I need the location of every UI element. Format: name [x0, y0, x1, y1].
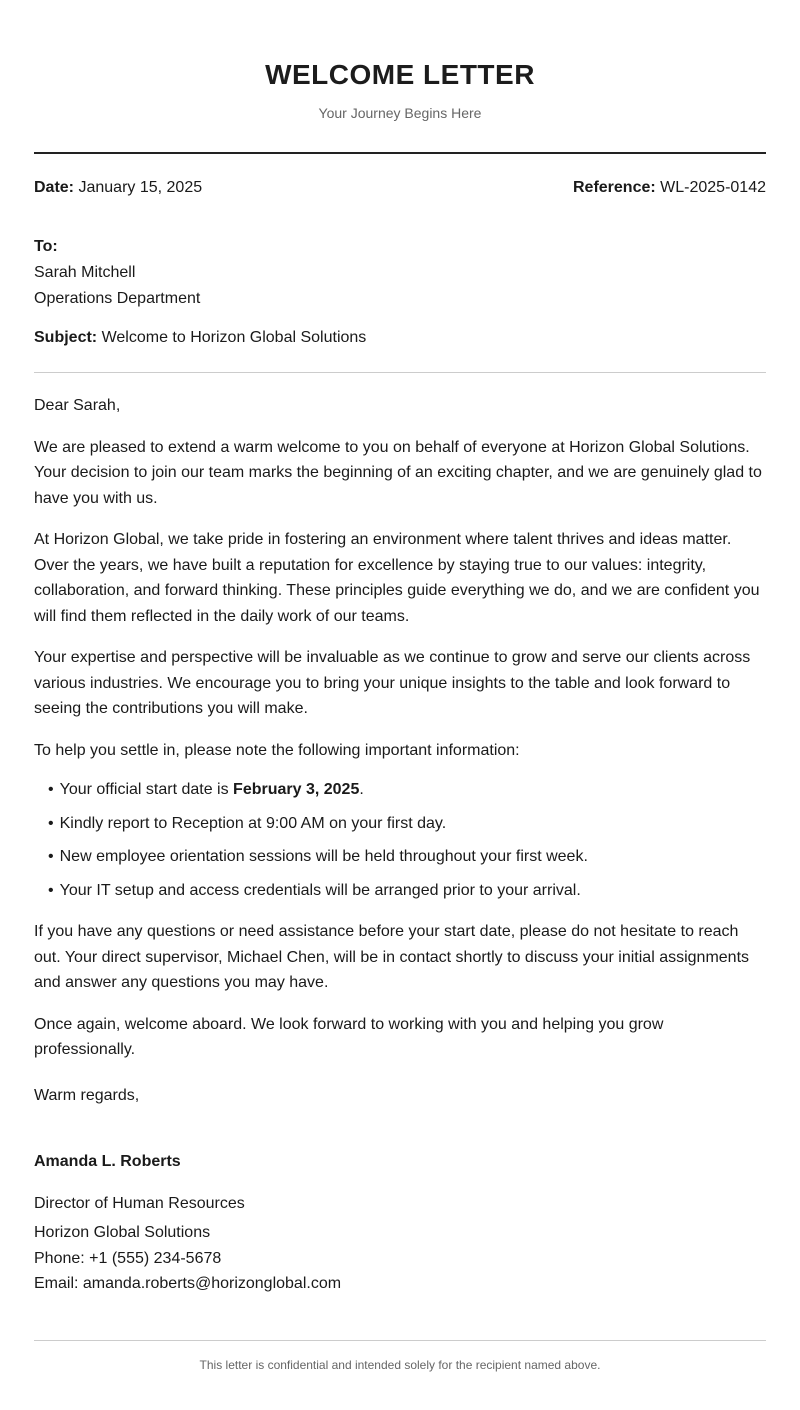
bullet-icon: • [48, 814, 54, 832]
list-item [48, 777, 766, 803]
signer-name: Amanda L. Roberts [34, 1153, 181, 1170]
reference-field [573, 178, 766, 198]
list-item-text: Your IT setup and access credentials will be arranged prior to your arrival. [59, 881, 581, 899]
letter-header [34, 0, 766, 122]
paragraph-questions: If you have any questions or need assistance before your start date, please do not hesitate to reach out. Your direct supervisor, Michael Chen, will be in contact shortly to discuss your initial assignments and answer any questions you may have. [34, 923, 750, 991]
date-label: Date: [34, 179, 75, 196]
to-label: To: [34, 238, 58, 255]
reference-label: Reference: [573, 179, 656, 196]
paragraph-welcome-aboard: Once again, welcome aboard. We look forward to working with you and helping you grow professionally. [34, 1015, 664, 1058]
start-date-highlight: February 3, 2025 [233, 781, 360, 798]
closing: Warm regards, [34, 1086, 140, 1104]
signer-title: Director of Human Resources [34, 1195, 245, 1212]
footer-note: This letter is confidential and intended solely for the recipient named above. [199, 1358, 601, 1372]
recipient-department: Operations Department [34, 290, 201, 307]
signer-phone: Phone: +1 (555) 234-5678 [34, 1249, 222, 1267]
recipient-block [34, 234, 766, 312]
subject-divider [34, 372, 766, 373]
list-item [48, 844, 766, 870]
reference-value: WL-2025-0142 [660, 179, 766, 196]
date-field [34, 178, 202, 198]
footer-divider [34, 1340, 766, 1341]
list-item-text: Your official start date is [59, 781, 234, 798]
signer-email: Email: amanda.roberts@horizonglobal.com [34, 1275, 342, 1292]
letter-body [34, 393, 766, 1108]
meta-row [34, 178, 766, 198]
page-title: WELCOME LETTER [265, 59, 535, 90]
signer-company: Horizon Global Solutions [34, 1224, 211, 1241]
list-item-text: Kindly report to Reception at 9:00 AM on your first day. [59, 814, 447, 832]
recipient-name: Sarah Mitchell [34, 264, 136, 281]
list-item [48, 811, 766, 837]
subject-line [34, 328, 766, 348]
paragraph-welcome: We are pleased to extend a warm welcome to you on behalf of everyone at Horizon Global Solutions. Your decision to join our team marks the beginning of an exciting chapter, and we are genuinely glad to have you with us. [34, 438, 762, 507]
info-list [34, 777, 766, 903]
bullet-icon: • [48, 781, 54, 798]
list-item [48, 878, 766, 904]
list-item-text: New employee orientation sessions will be held throughout your first week. [59, 848, 588, 865]
bullet-icon: • [48, 848, 54, 865]
paragraph-values: At Horizon Global, we take pride in fostering an environment where talent thrives and ideas matter. Over the years, we have built a reputation for excellence by staying true to our values: integrity, collaboration, and forward thinking. These principles guide everything we do, and we are confident you will find them reflected in the daily work of our teams. [34, 531, 760, 625]
list-intro: To help you settle in, please note the following important information: [34, 741, 520, 759]
paragraph-expertise: Your expertise and perspective will be invaluable as we continue to grow and serve our clients across various industries. We encourage you to bring your unique insights to the table and look forward to seeing the contributions you will make. [34, 649, 751, 717]
list-item-suffix: . [359, 781, 364, 798]
bullet-icon: • [48, 881, 54, 899]
salutation: Dear Sarah, [34, 397, 121, 414]
subject-label: Subject: [34, 329, 98, 346]
header-divider [34, 152, 766, 154]
signer-details [34, 1220, 766, 1297]
subject-value: Welcome to Horizon Global Solutions [101, 329, 367, 346]
page-subtitle: Your Journey Begins Here [318, 105, 482, 121]
date-value: January 15, 2025 [78, 179, 203, 196]
